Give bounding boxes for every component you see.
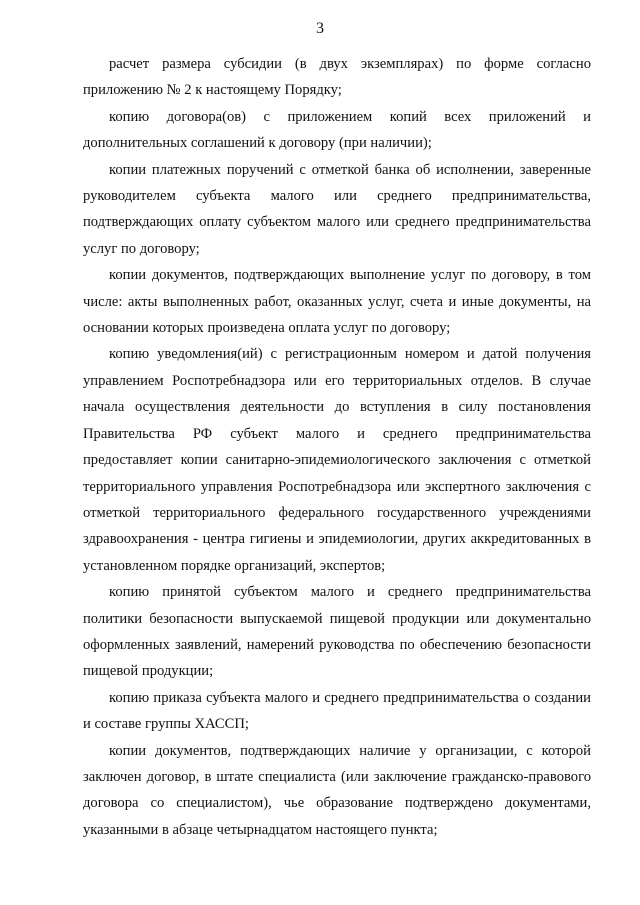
paragraph-subsidy-calculation: расчет размера субсидии (в двух экземплярах) по форме согласно приложению № 2 к настоящему Порядку;	[83, 56, 591, 99]
paragraph-safety-policy: копию принятой субъектом малого и среднего предпринимательства политики безопасности выпускаемой пищевой продукции или документально оформленных заявлений, намерений руководства по обеспечению безопасности пищевой продукции;	[83, 584, 591, 680]
paragraph-notification-copy: копию уведомления(ий) с регистрационным номером и датой получения управлением Роспотребнадзора или его территориальных отделов. В случае начала осуществления деятельности до вступления в силу постановления Правительства РФ субъект малого и среднего предпринимательства предоставляет копии санитарно-эпидемиологического заключения с отметкой территориального управления Роспотребнадзора или экспертного заключения с отметкой территориального федерального государственного учреждениями здравоохранения - центра гигиены и эпидемиологии, других аккредитованных в установленном порядке организаций, экспертов;	[83, 346, 591, 574]
paragraph-specialist-documents: копии документов, подтверждающих наличие у организации, с которой заключен договор, в штате специалиста (или заключение гражданско-правового договора со специалистом), чье образование подтверждено документами, указанными в абзаце четырнадцатом настоящего пункта;	[83, 742, 591, 838]
page-number: 3	[316, 20, 324, 37]
paragraph-contract-copy: копию договора(ов) с приложением копий всех приложений и дополнительных соглашений к договору (при наличии);	[83, 108, 591, 152]
paragraph-payment-orders: копии платежных поручений с отметкой банка об исполнении, заверенные руководителем субъекта малого или среднего предпринимательства, подтверждающих оплату субъектом малого или среднего предпринимательства услуг по договору;	[83, 161, 591, 257]
paragraph-haccp-order: копию приказа субъекта малого и среднего предпринимательства о создании и составе группы ХАССП;	[83, 689, 591, 733]
paragraph-service-documents: копии документов, подтверждающих выполнение услуг по договору, в том числе: акты выполненных работ, оказанных услуг, счета и иные документы, на основании которых произведена оплата услуг по договору;	[83, 267, 591, 337]
document-body	[83, 51, 591, 843]
